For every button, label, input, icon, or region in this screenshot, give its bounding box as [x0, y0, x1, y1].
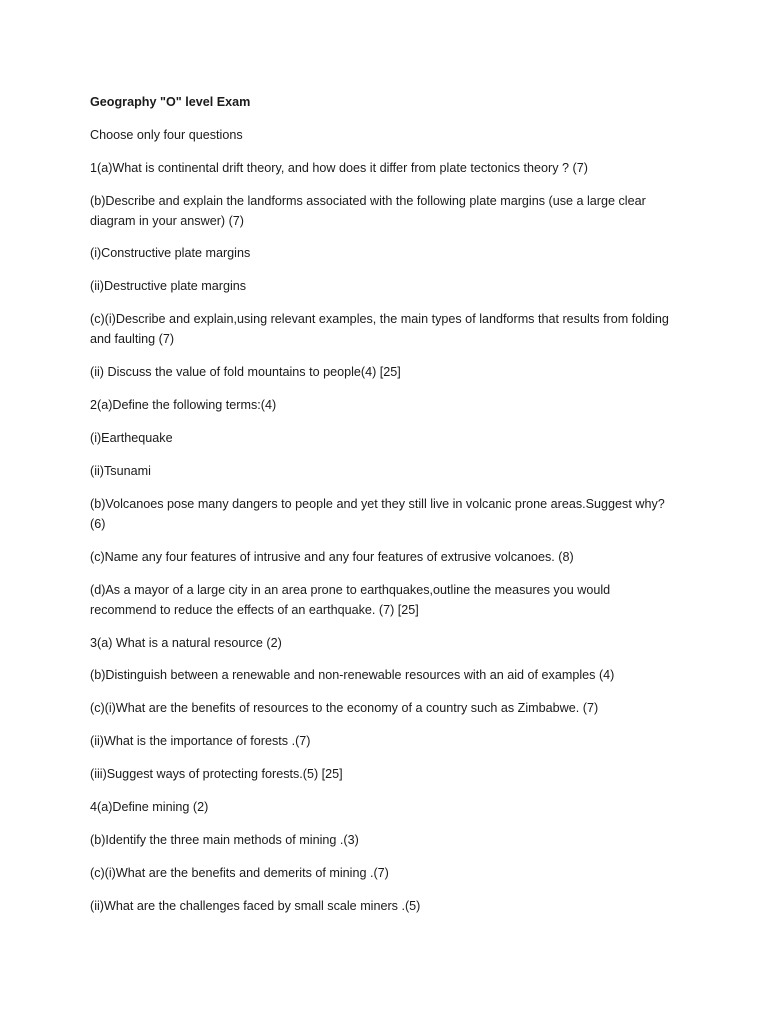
- exam-title: Geography "O" level Exam: [90, 95, 251, 109]
- question-line: (i)Constructive plate margins: [90, 246, 251, 260]
- question-line: (ii) Discuss the value of fold mountains to people(4) [25]: [90, 365, 401, 379]
- question-line: (b)Distinguish between a renewable and non-renewable resources with an aid of examples (4): [90, 668, 615, 682]
- question-line: (c)(i)What are the benefits of resources to the economy of a country such as Zimbabwe. (7): [90, 701, 599, 715]
- question-line: 2(a)Define the following terms:(4): [90, 398, 277, 412]
- question-line: (i)Earthequake: [90, 431, 173, 445]
- question-line: 3(a) What is a natural resource (2): [90, 636, 282, 650]
- question-line: (c)Name any four features of intrusive and any four features of extrusive volcanoes. (8): [90, 550, 574, 564]
- question-line: (iii)Suggest ways of protecting forests.(5) [25]: [90, 767, 343, 781]
- question-line: (c)(i)What are the benefits and demerits of mining .(7): [90, 866, 389, 880]
- question-line: (ii)What are the challenges faced by small scale miners .(5): [90, 899, 421, 913]
- question-line: (b)Describe and explain the landforms associated with the following plate margins (use a large clear diagram in your answer) (7): [90, 194, 646, 228]
- question-line: (b)Identify the three main methods of mining .(3): [90, 833, 359, 847]
- question-line: (ii)Tsunami: [90, 464, 151, 478]
- question-line: (c)(i)Describe and explain,using relevant examples, the main types of landforms that results from folding and faulting (7): [90, 312, 669, 346]
- question-line: (ii)What is the importance of forests .(7): [90, 734, 311, 748]
- question-line: 4(a)Define mining (2): [90, 800, 209, 814]
- question-line: 1(a)What is continental drift theory, and how does it differ from plate tectonics theory ? (7): [90, 161, 588, 175]
- question-line: (b)Volcanoes pose many dangers to people and yet they still live in volcanic prone areas.Suggest why? (6): [90, 497, 665, 531]
- question-line: (d)As a mayor of a large city in an area prone to earthquakes,outline the measures you would recommend to reduce the effects of an earthquake. (7) [25]: [90, 583, 611, 617]
- exam-instruction: Choose only four questions: [90, 128, 243, 142]
- question-line: (ii)Destructive plate margins: [90, 279, 247, 293]
